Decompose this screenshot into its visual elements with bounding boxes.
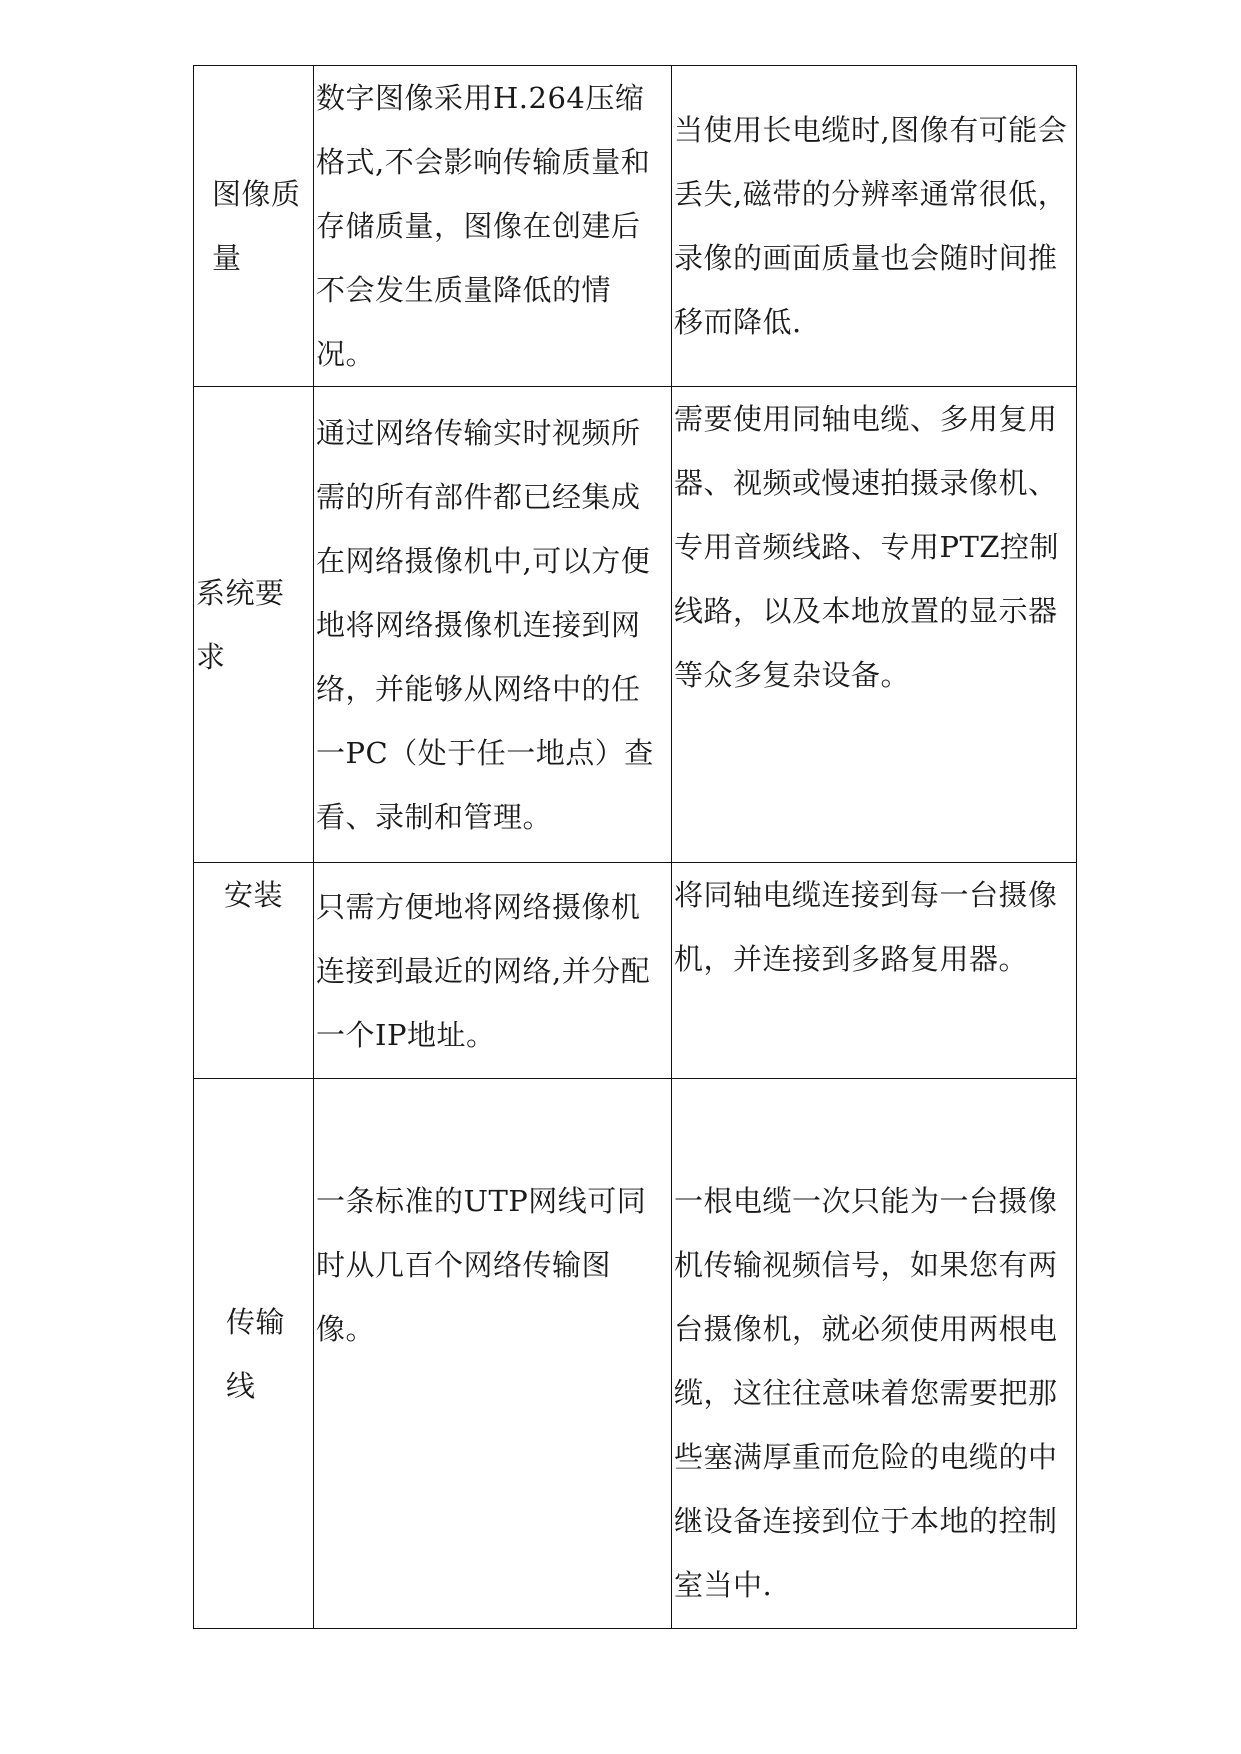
network-camera-cell: 通过网络传输实时视频所需的所有部件都已经集成在网络摄像机中,可以方便地将网络摄像机连接到网络，并能够从网络中的任一PC（处于任一地点）查看、录制和管理。 (314, 387, 672, 863)
row-label-cell (194, 66, 314, 387)
network-camera-cell: 一条标准的UTP网线可同时从几百个网络传输图像。 (314, 1079, 672, 1629)
network-camera-cell: 数字图像采用H.264压缩格式,不会影响传输质量和存储质量，图像在创建后不会发生质量降低的情况。 (314, 66, 672, 387)
analog-camera-cell: 需要使用同轴电缆、多用复用器、视频或慢速拍摄录像机、专用音频线路、专用PTZ控制线路，以及本地放置的显示器等众多复杂设备。 (672, 387, 1077, 863)
analog-camera-cell: 当使用长电缆时,图像有可能会丢失,磁带的分辨率通常很低，录像的画面质量也会随时间推移而降低. (672, 66, 1077, 387)
row-label-cell (194, 863, 314, 1079)
network-camera-cell: 只需方便地将网络摄像机连接到最近的网络,并分配一个IP地址。 (314, 863, 672, 1079)
table-row-image-quality (194, 66, 1077, 387)
analog-camera-cell: 一根电缆一次只能为一台摄像机传输视频信号，如果您有两台摄像机，就必须使用两根电缆，这往往意味着您需要把那些塞满厚重而危险的电缆的中继设备连接到位于本地的控制室当中. (672, 1079, 1077, 1629)
table-row-installation (194, 863, 1077, 1079)
comparison-table (193, 65, 1077, 1629)
row-label-cell (194, 387, 314, 863)
row-label: 系统要求 (196, 575, 285, 674)
row-label: 安装 (224, 878, 284, 912)
analog-camera-cell: 将同轴电缆连接到每一台摄像机，并连接到多路复用器。 (672, 863, 1077, 1079)
row-label: 图像质量 (212, 177, 301, 275)
row-label-cell (194, 1079, 314, 1629)
table-row-system-requirements (194, 387, 1077, 863)
table-row-transmission-line (194, 1079, 1077, 1629)
row-label: 传输线 (226, 1304, 286, 1403)
